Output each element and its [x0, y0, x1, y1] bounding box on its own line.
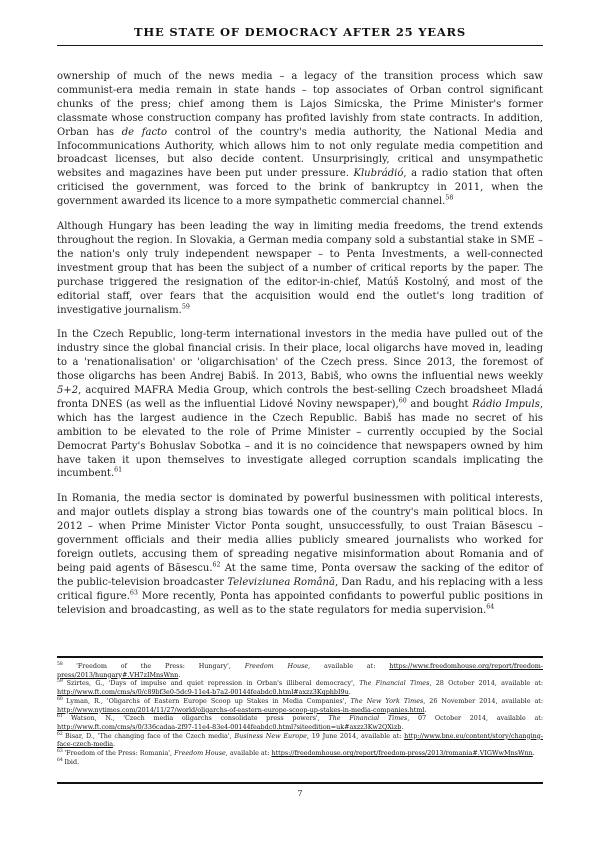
italic-text: Televiziunea Română — [227, 576, 335, 588]
text-run: , a radio station that often criticised the government, was forced to the brink of bankruptcy in 2011, when the government awarded its licence to a more sympathetic commercial channel. — [57, 168, 543, 208]
footnote-number: 60 — [57, 696, 67, 702]
footnote — [57, 662, 543, 679]
footnote-number: 64 — [57, 757, 65, 763]
italic-text: de facto — [121, 126, 168, 138]
text-run: . — [348, 688, 351, 697]
footnote-number: 63 — [57, 748, 65, 754]
italic-text: Rádio Impuls — [472, 398, 540, 410]
footnotes-section — [57, 656, 543, 766]
text-run: In the Czech Republic, long-term international investors in the media have pulled out of the industry since the global financial crisis. In their place, local oligarchs have moved in, leading to a 'renationalisation' or 'oligarchisation' of the Czech press. Since 2013, the foremost of those oligarchs has been Andrej Babiš. In 2013, Babiš, who owns the influential news weekly — [57, 329, 543, 383]
body-paragraph — [57, 328, 543, 481]
text-run: , 28 October 2014, available at: — [429, 679, 543, 688]
footnote — [57, 758, 543, 767]
footnote-number: 61 — [57, 714, 71, 720]
text-run: , acquired MAFRA Media Group, which controls the best-selling Czech broadsheet Mladá fronta DNES (as well as the influential Lidové Noviny newspaper), — [57, 385, 543, 410]
text-run: control of the country's media authority, the National Media and Infocommunications Authority, which allows him to not only regulate media competition and broadcast licenses, but also decide content. Unsurprisingly, critical and unsympathetic websites and magazines have been put under pressure. — [57, 126, 543, 180]
footnote-link[interactable]: https://www.freedomhouse.org/report/freedom-press/2013/hungary#.VH7zIMnsWnn — [57, 662, 543, 679]
text-run: . — [532, 749, 535, 758]
italic-text: 5+2 — [57, 385, 79, 397]
text-run: . — [113, 740, 116, 749]
footnote-marker: 60 — [398, 397, 407, 405]
footnote — [57, 714, 543, 731]
text-run: . — [401, 722, 404, 731]
footnote-number: 62 — [57, 731, 66, 737]
body-paragraph — [57, 492, 543, 617]
text-run: Watson, N., 'Czech media oligarchs consolidate press powers', — [70, 714, 329, 723]
page-title: THE STATE OF DEMOCRACY AFTER 25 YEARS — [133, 25, 467, 39]
text-run: , 26 November 2014, available at: — [423, 696, 544, 705]
text-run: ownership of much of the news media – a legacy of the transition process which saw communist-era media remain in state hands – top associates of Orban control significant chunks of the press; chief among them is Lajos Simicska, the Prime Minister's former classmate whose construction company has profited lavishly from state contracts. In addition, Orban has — [57, 71, 543, 138]
italic-text: Business New Europe — [234, 731, 307, 740]
footnote — [57, 679, 543, 696]
footnote-link[interactable]: http://www.bne.eu/content/story/changing-face-czech-media — [57, 731, 543, 749]
footnote-link[interactable]: https://freedomhouse.org/report/freedom-press/2013/romania#.VIGWwMnsWnn — [271, 749, 533, 758]
text-run: 'Freedom of the Press: Hungary', — [76, 662, 245, 670]
italic-text: The New York Times — [350, 696, 424, 705]
footnote-number: 59 — [57, 679, 67, 685]
text-run: At the same time, Ponta oversaw the sacking of the editor of the public-television broadcaster — [57, 562, 544, 588]
italic-text: Freedom House — [244, 662, 309, 670]
footnote-marker: 58 — [445, 194, 454, 202]
footnote-link[interactable]: http://www.ft.com/cms/s/0/c89bf3e0-5dc9-11e4-b7a2-00144feabdc0.html#axzz3KqphbI9u — [57, 688, 349, 697]
text-run: and bought — [406, 398, 473, 410]
text-run: Lyman, R., 'Oligarchs of Eastern Europe Scoop up Stakes in Media Companies', — [66, 696, 351, 705]
text-run: Although Hungary has been leading the way in limiting media freedoms, the trend extends throughout the region. In Slovakia, a German media company sold a substantial stake in SME – the nation's only truly independent newspaper – to Penta Investments, a well-connected investment group that has been the subject of a number of critical reports by the paper. The purchase triggered the resignation of the editor-in-chief, Matúš Kostolný, and most of the editorial staff, over fears that the acquisition would end the outlet's long tradition of investigative journalism. — [57, 221, 543, 316]
text-run: , available at: — [308, 662, 390, 670]
text-run: . — [178, 670, 181, 679]
text-run: , 19 June 2014, available at: — [306, 731, 405, 740]
text-run: , Dan Radu, and his replacing with a less critical figure. — [57, 576, 544, 602]
italic-text: Klubrádió — [353, 168, 404, 180]
footnote-link[interactable]: http://www.ft.com/cms/s/0/336cadaa-2f97-11e4-83e4-00144feabdc0.html?siteedition=uk#axzz3Kw2QXizb — [57, 722, 402, 731]
text-run: 'Freedom of the Press: Romania', — [64, 749, 175, 758]
footnotes — [57, 662, 543, 766]
footnote-marker: 63 — [129, 589, 138, 597]
footnote-marker: 64 — [486, 603, 495, 611]
text-run: In Romania, the media sector is dominated by powerful businessmen with political interests, and major outlets display a strong bias towards one of the country's main political blocs. In 2012 – when Prime Minister Victor Ponta sought, unsuccessfully, to oust Traian Băsescu – government officials and their media allies publicly smeared journalists who worked for foreign outlets, accusing them of spreading negative misinformation about Romania and of being paid agents of Băsescu. — [57, 493, 543, 574]
text-run: , which has the largest audience in the Czech Republic. Babiš has made no secret of his ambition to be elevated to the role of Prime Minister – currently occupied by the Social Democrat Party's Bohuslav Sobotka – and it is no coincidence that newspapers owned by him have taken it upon themselves to investigate alleged corruption scandals implicating the incumbent. — [57, 398, 544, 480]
text-run: Bisar, D., 'The changing face of the Czech media', — [65, 731, 235, 740]
body-paragraph — [57, 220, 543, 317]
page-number: 7 — [297, 789, 303, 799]
text-run: Szirtes, G., 'Days of impulse and quiet repression in Orban's illiberal democracy', — [66, 679, 360, 688]
italic-text: The Financial Times — [359, 679, 430, 688]
footnote-marker: 62 — [212, 561, 221, 569]
header-divider — [57, 45, 543, 46]
text-run: More recently, Ponta has appointed confidants to powerful public positions in television and broadcasting, as well as to the state regulators for media supervision. — [57, 590, 544, 616]
text-run: , 07 October 2014, available at: — [407, 714, 543, 723]
italic-text: The Financial Times — [328, 714, 408, 723]
text-run: , available at: — [225, 749, 272, 758]
footnote-divider — [57, 656, 543, 658]
body-text — [57, 70, 543, 629]
footnote-link[interactable]: http://www.nytimes.com/2014/11/27/world/oligarchs-of-eastern-europe-scoop-up-stakes-in-media-companies.html — [57, 705, 425, 714]
footnote — [57, 732, 543, 749]
italic-text: Freedom House — [174, 749, 226, 758]
text-run: . — [424, 705, 427, 714]
footnote-number: 58 — [57, 661, 77, 667]
body-paragraph — [57, 70, 543, 209]
footer-divider — [57, 782, 543, 784]
text-run: Ibid. — [64, 757, 80, 766]
footnote — [57, 749, 543, 758]
footnote — [57, 697, 543, 714]
footnote-marker: 59 — [181, 303, 190, 311]
footnote-marker: 61 — [114, 467, 123, 475]
